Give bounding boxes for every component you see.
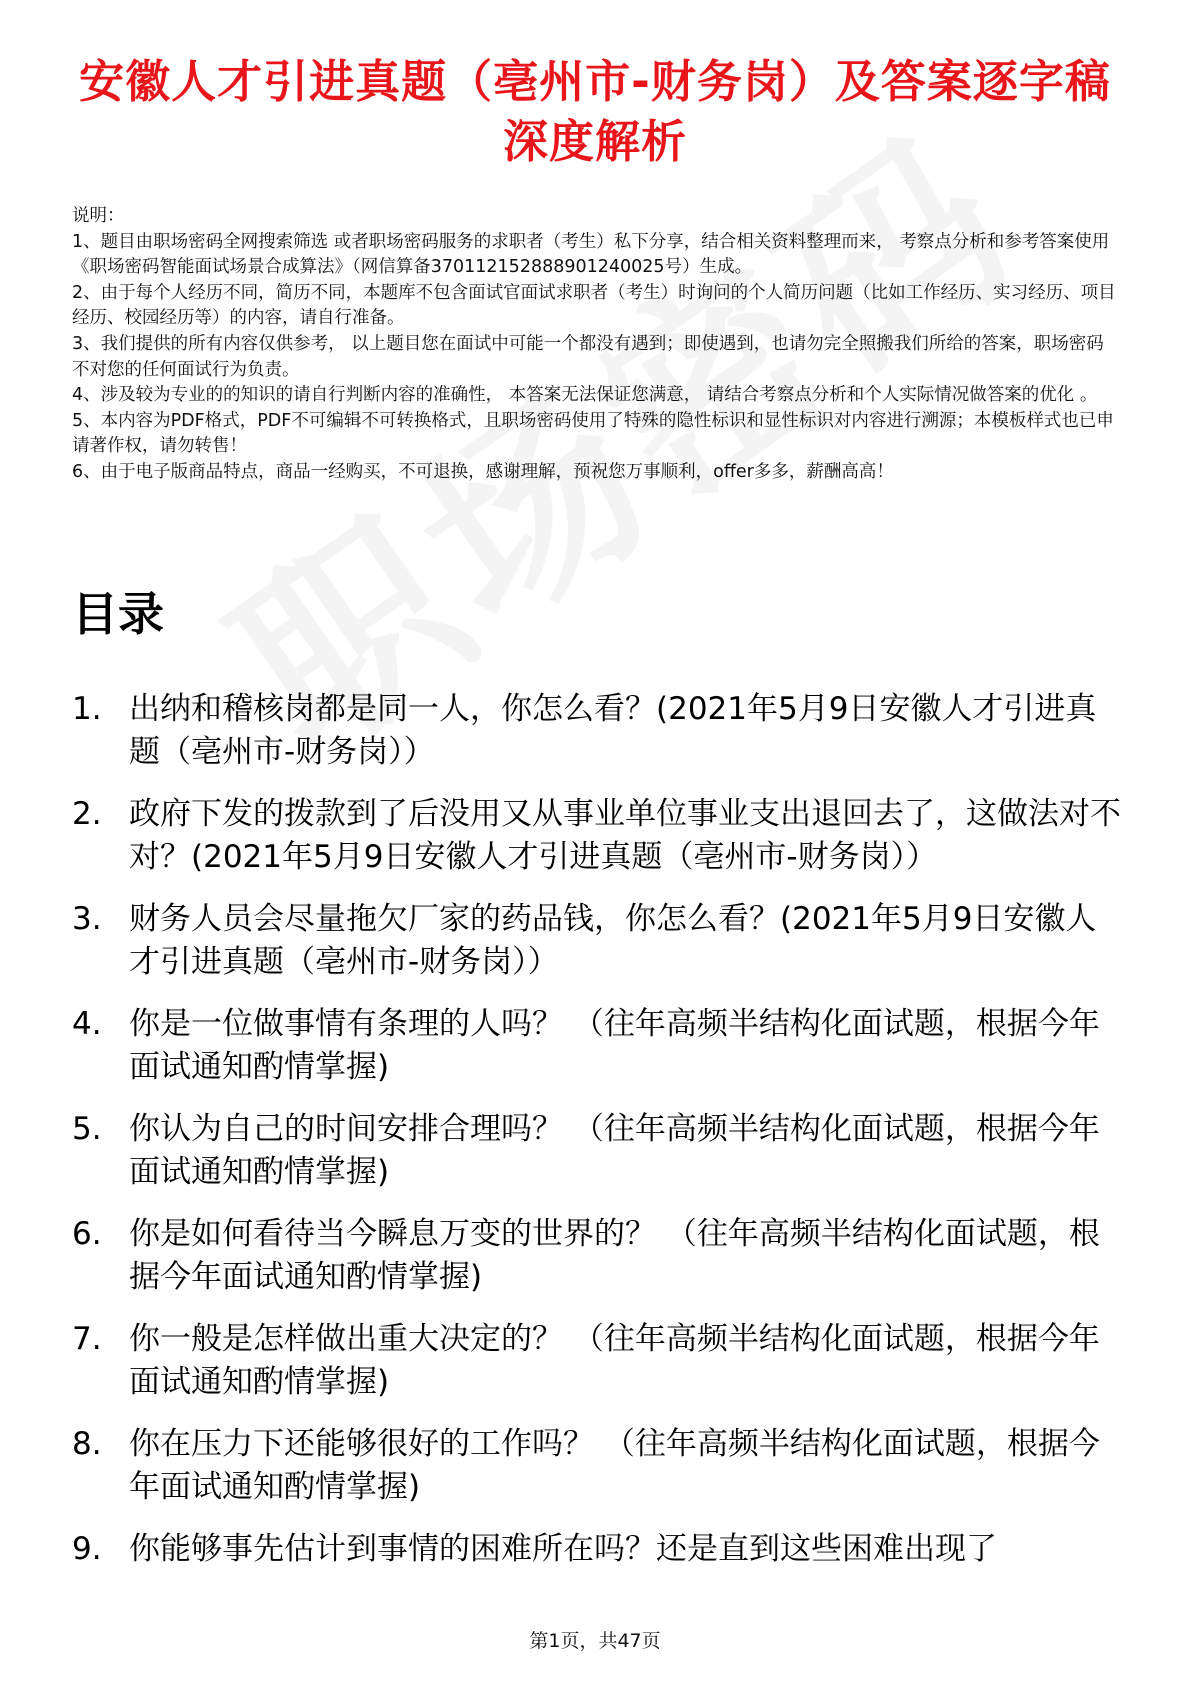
toc-entry-6[interactable] <box>72 1213 1122 1299</box>
toc-entry-number: 4. <box>72 1006 102 1042</box>
toc-entry-7[interactable] <box>72 1318 1122 1404</box>
toc-entry-9[interactable] <box>72 1528 1122 1571</box>
note-item: 3、我们提供的所有内容仅供参考， 以上题目您在面试中可能一个都没有遇到；即使遇到，也请勿完全照搬我们所给的答案，职场密码不对您的任何面试行为负责。 <box>72 333 1104 380</box>
notes-section <box>72 204 1120 486</box>
note-item: 1、题目由职场密码全网搜索筛选 或者职场密码服务的求职者（考生）私下分享，结合相关资料整理而来， 考察点分析和参考答案使用《职场密码智能面试场景合成算法》（网信算备370112152888901240025号）生成。 <box>72 231 1110 278</box>
toc-entry-text: 你一般是怎样做出重大决定的？ （往年高频半结构化面试题，根据今年面试通知酌情掌握) <box>129 1321 1100 1400</box>
toc-entry-number: 9. <box>72 1531 102 1567</box>
toc-entry-8[interactable] <box>72 1423 1122 1509</box>
document-title: 安徽人才引进真题（亳州市-财务岗）及答案逐字稿深度解析 <box>79 55 1111 168</box>
toc-heading: 目录 <box>72 587 164 641</box>
toc-entry-number: 8. <box>72 1426 102 1462</box>
toc-entry-3[interactable] <box>72 898 1122 984</box>
toc-entry-1[interactable] <box>72 688 1122 774</box>
note-item: 5、本内容为PDF格式，PDF不可编辑不可转换格式，且职场密码使用了特殊的隐性标识和显性标识对内容进行溯源；本模板样式也已申请著作权，请勿转售！ <box>72 410 1114 457</box>
toc-entry-number: 7. <box>72 1321 102 1357</box>
toc-entry-text: 你在压力下还能够很好的工作吗？ （往年高频半结构化面试题，根据今年面试通知酌情掌握) <box>129 1426 1100 1505</box>
toc-entry-2[interactable] <box>72 793 1122 879</box>
toc-entry-text: 出纳和稽核岗都是同一人，你怎么看？(2021年5月9日安徽人才引进真题（亳州市-财务岗）） <box>129 691 1097 770</box>
toc-entry-text: 你是如何看待当今瞬息万变的世界的？ （往年高频半结构化面试题，根据今年面试通知酌情掌握) <box>129 1216 1100 1295</box>
toc-entry-number: 2. <box>72 796 102 832</box>
toc-entry-5[interactable] <box>72 1108 1122 1194</box>
toc-entry-4[interactable] <box>72 1003 1122 1089</box>
toc-entry-text: 你能够事先估计到事情的困难所在吗？还是直到这些困难出现了 <box>129 1531 997 1567</box>
toc-entry-text: 政府下发的拨款到了后没用又从事业单位事业支出退回去了，这做法对不对？(2021年5月9日安徽人才引进真题（亳州市-财务岗）） <box>129 796 1121 875</box>
toc-entry-number: 3. <box>72 901 102 937</box>
note-item: 6、由于电子版商品特点，商品一经购买，不可退换，感谢理解，预祝您万事顺利，offer多多，薪酬高高！ <box>72 461 894 482</box>
toc-entry-text: 你认为自己的时间安排合理吗？ （往年高频半结构化面试题，根据今年面试通知酌情掌握) <box>129 1111 1100 1190</box>
toc-entry-text: 你是一位做事情有条理的人吗？ （往年高频半结构化面试题，根据今年面试通知酌情掌握) <box>129 1006 1100 1085</box>
table-of-contents <box>72 688 1122 1590</box>
note-item: 4、涉及较为专业的的知识的请自行判断内容的准确性， 本答案无法保证您满意， 请结合考察点分析和个人实际情况做答案的优化 。 <box>72 385 1098 406</box>
toc-entry-number: 6. <box>72 1216 102 1252</box>
toc-entry-text: 财务人员会尽量拖欠厂家的药品钱，你怎么看？(2021年5月9日安徽人才引进真题（亳州市-财务岗）） <box>129 901 1097 980</box>
toc-entry-number: 5. <box>72 1111 102 1147</box>
toc-entry-number: 1. <box>72 691 102 727</box>
notes-heading: 说明： <box>72 206 125 226</box>
page-number-footer: 第1页，共47页 <box>529 1630 661 1652</box>
note-item: 2、由于每个人经历不同，简历不同，本题库不包含面试官面试求职者（考生）时询问的个人简历问题（比如工作经历、实习经历、项目经历、校园经历等）的内容，请自行准备。 <box>72 282 1116 329</box>
